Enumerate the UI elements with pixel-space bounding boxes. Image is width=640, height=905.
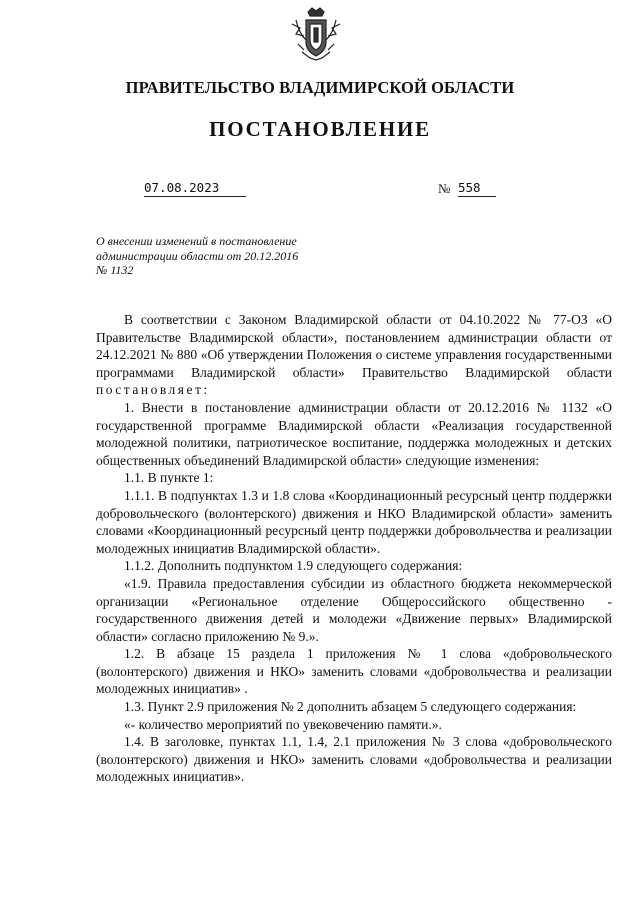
organization-name: ПРАВИТЕЛЬСТВО ВЛАДИМИРСКОЙ ОБЛАСТИ: [125, 78, 515, 97]
paragraph-1-1-1: 1.1.1. В подпунктах 1.3 и 1.8 слова «Координационный ресурсный центр поддержки добровольческого (волонтерского) движения и НКО Владимирской области» заменить словами «Координационный ресурсный центр поддержки добровольчества и реализации молодежных инициатив Владимирской области».: [96, 487, 612, 556]
document-type-title: ПОСТАНОВЛЕНИЕ: [209, 117, 431, 141]
paragraph-1-1: 1.1. В пункте 1:: [124, 470, 214, 486]
coat-of-arms-emblem: [288, 6, 344, 64]
document-number: 558: [458, 180, 496, 197]
document-subject: [96, 234, 328, 278]
intro-text: В соответствии с Законом Владимирской области от 04.10.2022 № 77-ОЗ «О Правительстве Владимирской области», постановлением администрации области от 24.12.2021 № 880 «Об утверждении Положения о системе управления государственными программами Владимирской области» Правительство Владимирской области: [96, 312, 612, 380]
paragraph-1-1-2: 1.1.2. Дополнить подпунктом 1.9 следующего содержания:: [124, 558, 463, 574]
paragraph-1: 1. Внести в постановление администрации области от 20.12.2016 № 1132 «О государственной программе Владимирской области «Реализация государственной молодежной политики, патриотическое воспитание, поддержка молодежных и детских общественных объединений Владимирской области» следующие изменения:: [96, 399, 612, 468]
number-sign: №: [438, 181, 451, 196]
paragraph-1-2: 1.2. В абзаце 15 раздела 1 приложения № 1 слова «добровольческого (волонтерского) движения и НКО» заменить словами «добровольчества и реализации молодежных инициатив» .: [96, 646, 612, 697]
paragraph-1-3: 1.3. Пункт 2.9 приложения № 2 дополнить абзацем 5 следующего содержания:: [124, 699, 577, 715]
subject-line: администрации области от 20.12.2016: [96, 248, 299, 263]
subject-line: № 1132: [96, 263, 134, 277]
paragraph-1-3-quote: «- количество мероприятий по увековечению памяти.».: [124, 716, 442, 732]
intro-paragraph: [96, 311, 612, 399]
paragraph-1-4: 1.4. В заголовке, пунктах 1.1, 1.4, 2.1 приложения № 3 слова «добровольческого (волонтерского) движения и НКО» заменить словами «добровольчества и реализации молодежных инициатив».: [96, 734, 612, 785]
document-date: 07.08.2023: [144, 180, 246, 197]
subject-line: О внесении изменений в постановление: [96, 234, 297, 248]
document-body: [96, 311, 612, 786]
resolution-verb: постановляет:: [96, 382, 210, 398]
paragraph-1-9-quote: «1.9. Правила предоставления субсидии из областного бюджета некоммерческой организации «Региональное отделение Общероссийского общественно - государственного движения детей и молодежи «Движение первых» Владимирской области» согласно приложению № 9.».: [96, 575, 612, 644]
